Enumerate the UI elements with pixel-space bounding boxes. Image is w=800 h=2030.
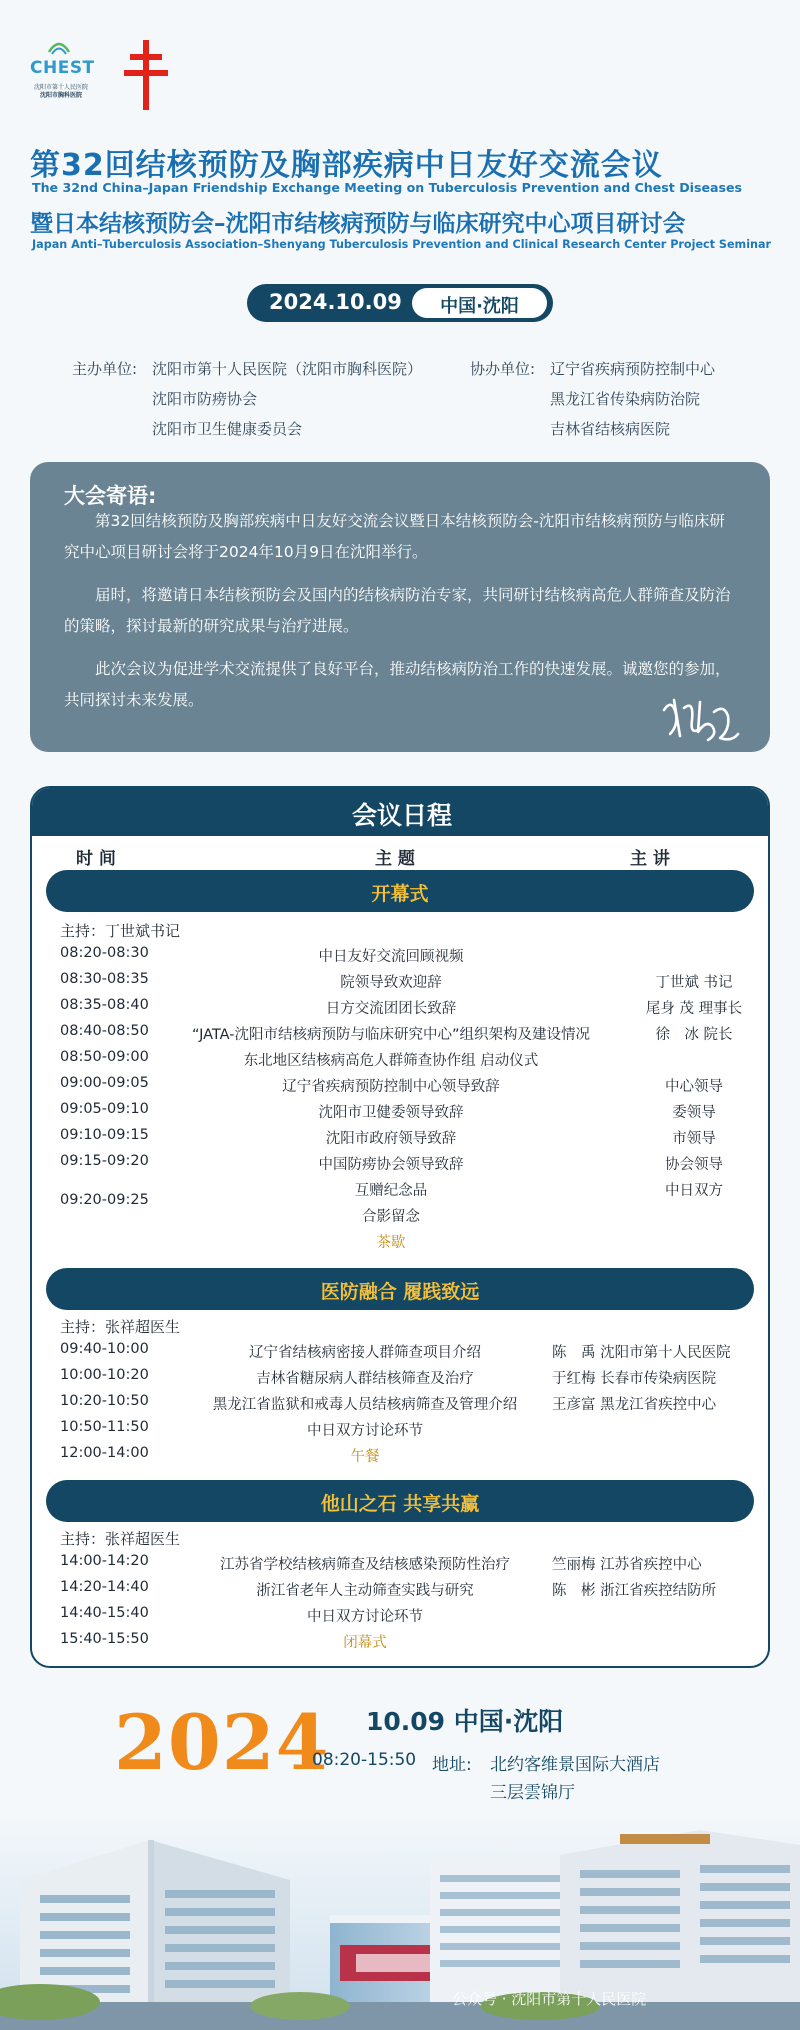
row-speaker: 中心领导 <box>665 1079 723 1095</box>
column-header-speaker: 主 讲 <box>630 849 670 869</box>
section-title: 开幕式 <box>371 883 429 905</box>
row-topic: 沈阳市政府领导致辞 <box>325 1131 457 1147</box>
row-topic: 沈阳市卫健委领导致辞 <box>318 1105 464 1121</box>
row-speaker: 协会领导 <box>665 1157 723 1173</box>
host-label: 主办单位: <box>72 360 138 378</box>
row-speaker: 市领导 <box>672 1131 716 1147</box>
sub-title: 暨日本结核预防会–沈阳市结核病预防与临床研究中心项目研讨会 <box>30 211 686 237</box>
row-time: 09:20-09:25 <box>60 1192 149 1208</box>
row-topic: 院领导致欢迎辞 <box>340 975 442 991</box>
row-topic: 江苏省学校结核病筛查及结核感染预防性治疗 <box>220 1557 510 1573</box>
row-speaker: 尾身 茂 理事长 <box>645 1001 743 1017</box>
row-topic: “JATA-沈阳市结核病预防与临床研究中心”组织架构及建设情况 <box>192 1027 590 1043</box>
row-time: 10:20-10:50 <box>60 1393 149 1409</box>
row-time: 08:50-09:00 <box>60 1049 149 1065</box>
section-bar <box>46 870 754 912</box>
row-speaker: 委领导 <box>672 1105 716 1121</box>
host-unit: 沈阳市第十人民医院（沈阳市胸科医院） <box>152 360 423 378</box>
row-speaker: 丁世斌 书记 <box>655 975 733 991</box>
section-title: 医防融合 履践致远 <box>320 1281 480 1303</box>
message-title: 大会寄语: <box>64 484 157 508</box>
event-city: 中国·沈阳 <box>440 296 519 317</box>
city-badge <box>412 288 547 318</box>
watermark: 公众号 · 沈阳市第十人民医院 <box>452 1990 647 2008</box>
session-host: 主持：丁世斌书记 <box>60 922 181 940</box>
section-bar <box>46 1268 754 1310</box>
row-time: 10:00-10:20 <box>60 1367 149 1383</box>
session-host: 主持：张祥超医生 <box>60 1530 181 1548</box>
break-label: 茶歇 <box>376 1235 406 1251</box>
row-speaker: 王彦富 黑龙江省疾控中心 <box>552 1397 717 1413</box>
co-host-unit: 黑龙江省传染病防治院 <box>550 390 701 408</box>
row-time: 14:00-14:20 <box>60 1553 149 1569</box>
row-speaker: 徐 冰 院长 <box>655 1027 733 1043</box>
co-host-unit: 吉林省结核病医院 <box>550 420 671 438</box>
message-paragraph: 届时，将邀请日本结核预防会及国内的结核病防治专家，共同研讨结核病高危人群筛查及防治的策略，探讨最新的研究成果与治疗进展。 <box>64 586 731 635</box>
address-line: 三层雲锦厅 <box>490 1783 575 1803</box>
main-title-english: The 32nd China–Japan Friendship Exchange Meeting on Tuberculosis Prevention and Chest Diseases <box>32 180 743 195</box>
co-host-label: 协办单位: <box>470 360 536 378</box>
row-topic: 日方交流团团长致辞 <box>325 1001 457 1017</box>
main-title: 第32回结核预防及胸部疾病中日友好交流会议 <box>30 148 663 183</box>
row-speaker: 中日双方 <box>665 1183 723 1199</box>
row-time: 09:10-09:15 <box>60 1127 149 1143</box>
section-bar <box>46 1480 754 1522</box>
row-time: 09:00-09:05 <box>60 1075 149 1091</box>
row-time: 12:00-14:00 <box>60 1445 149 1461</box>
event-date: 2024.10.09 <box>269 290 402 314</box>
logo-ring-icon <box>46 38 72 60</box>
logo-subtitle: 沈阳市第十人民医院 <box>33 84 88 91</box>
row-topic: 浙江省老年人主动筛查实践与研究 <box>256 1583 474 1599</box>
row-time: 08:20-08:30 <box>60 945 149 961</box>
row-speaker: 陈 彬 浙江省疾控结防所 <box>552 1583 717 1599</box>
row-time: 09:40-10:00 <box>60 1341 149 1357</box>
schedule-header <box>32 788 770 836</box>
row-time: 14:20-14:40 <box>60 1579 149 1595</box>
closing-label: 闭幕式 <box>343 1635 387 1651</box>
co-host-unit: 辽宁省疾病预防控制中心 <box>550 360 716 378</box>
row-time: 08:30-08:35 <box>60 971 149 987</box>
row-time: 09:05-09:10 <box>60 1101 149 1117</box>
column-header-time: 时 间 <box>76 849 116 869</box>
event-year: 2024 <box>114 1698 330 1787</box>
sub-title-english: Japan Anti–Tuberculosis Association–Shenyang Tuberculosis Prevention and Clinical Research Center Project Seminar <box>32 238 772 251</box>
logo-name: CHEST <box>30 58 95 78</box>
break-label: 午餐 <box>350 1449 380 1465</box>
address-label: 地址: <box>432 1755 472 1775</box>
host-unit: 沈阳市卫生健康委员会 <box>152 420 303 438</box>
hospital-buildings-illustration <box>0 1770 800 2030</box>
logo-subtitle-2: 沈阳市胸科医院 <box>39 92 82 99</box>
row-topic: 吉林省糖尿病人群结核筛查及治疗 <box>256 1371 474 1387</box>
column-header-topic: 主 题 <box>375 849 415 869</box>
row-topic: 中国防痨协会领导致辞 <box>318 1157 464 1173</box>
message-panel <box>30 462 770 752</box>
row-time: 08:40-08:50 <box>60 1023 149 1039</box>
row-topic: 中日双方讨论环节 <box>307 1423 423 1439</box>
message-paragraph: 第32回结核预防及胸部疾病中日友好交流会议暨日本结核预防会-沈阳市结核病预防与临床研究中心项目研讨会将于2024年10月9日在沈阳举行。 <box>64 512 725 561</box>
handwritten-signature <box>658 690 742 746</box>
footer-date-city: 10.09 中国·沈阳 <box>366 1707 564 1736</box>
row-time: 10:50-11:50 <box>60 1419 149 1435</box>
row-speaker: 于红梅 长春市传染病医院 <box>552 1371 717 1387</box>
schedule-panel <box>30 786 770 1668</box>
double-barred-cross-icon <box>124 40 168 110</box>
date-badge <box>247 284 553 322</box>
schedule-title: 会议日程 <box>351 801 452 830</box>
footer-time: 08:20-15:50 <box>312 1750 417 1770</box>
address-line: 北约客维景国际大酒店 <box>490 1755 660 1775</box>
session-host: 主持：张祥超医生 <box>60 1318 181 1336</box>
row-topic: 东北地区结核病高危人群筛查协作组 启动仪式 <box>243 1053 539 1069</box>
host-unit: 沈阳市防痨协会 <box>152 390 258 408</box>
row-topic: 互赠纪念品 <box>354 1183 428 1199</box>
row-speaker: 陈 禹 沈阳市第十人民医院 <box>552 1345 731 1361</box>
row-time: 08:35-08:40 <box>60 997 149 1013</box>
message-paragraph: 此次会议为促进学术交流提供了良好平台，推动结核病防治工作的快速发展。诚邀您的参加，共同探讨未来发展。 <box>64 660 731 709</box>
row-topic: 合影留念 <box>362 1209 420 1225</box>
row-time: 14:40-15:40 <box>60 1605 149 1621</box>
row-topic: 中日双方讨论环节 <box>307 1609 423 1625</box>
row-time: 09:15-09:20 <box>60 1153 149 1169</box>
row-topic: 中日友好交流回顾视频 <box>318 949 464 965</box>
section-title: 他山之石 共享共赢 <box>320 1493 480 1515</box>
hospital-logo <box>30 38 95 106</box>
row-topic: 黑龙江省监狱和戒毒人员结核病筛查及管理介绍 <box>212 1397 518 1413</box>
row-time: 15:40-15:50 <box>60 1631 149 1647</box>
row-speaker: 竺丽梅 江苏省疾控中心 <box>552 1557 702 1573</box>
row-topic: 辽宁省疾病预防控制中心领导致辞 <box>282 1079 500 1095</box>
row-topic: 辽宁省结核病密接人群筛查项目介绍 <box>249 1345 481 1361</box>
